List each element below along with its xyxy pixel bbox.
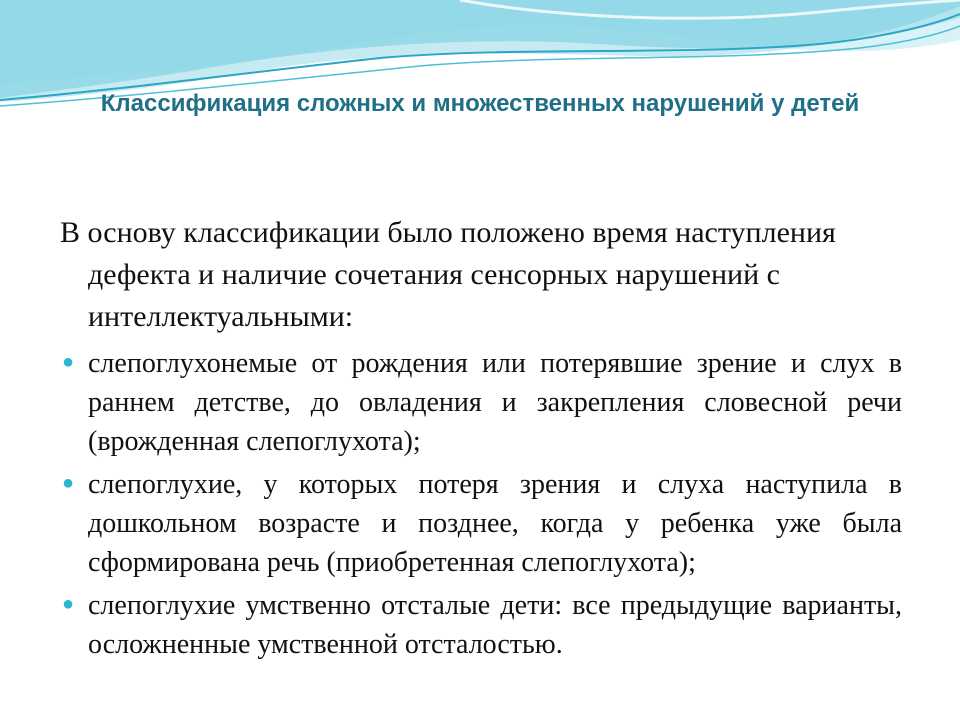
bullet-text: слепоглухие, у которых потеря зрения и слуха наступила в дошкольном возрасте и позднее, когда у ребенка уже была сформирована речь (приобретенная слепоглухота); (88, 469, 902, 578)
bullet-dot-icon: ● (62, 593, 75, 615)
list-item (60, 586, 902, 664)
bullet-dot-icon: ● (62, 351, 75, 373)
bullet-text: слепоглухонемые от рождения или потерявшие зрение и слух в раннем детстве, до овладения и закрепления словесной речи (врожденная слепоглухота); (88, 348, 902, 457)
slide-body (60, 212, 902, 668)
bullet-text: слепоглухие умственно отсталые дети: все предыдущие варианты, осложненные умственной отсталостью. (88, 590, 902, 660)
slide-title: Классификация сложных и множественных нарушений у детей (100, 90, 860, 117)
list-item (60, 344, 902, 461)
list-item (60, 465, 902, 582)
intro-paragraph: В основу классификации было положено время наступления дефекта и наличие сочетания сенсорных нарушений с интеллектуальными: (60, 216, 836, 333)
bullet-list (60, 344, 902, 664)
bullet-dot-icon: ● (62, 472, 75, 494)
